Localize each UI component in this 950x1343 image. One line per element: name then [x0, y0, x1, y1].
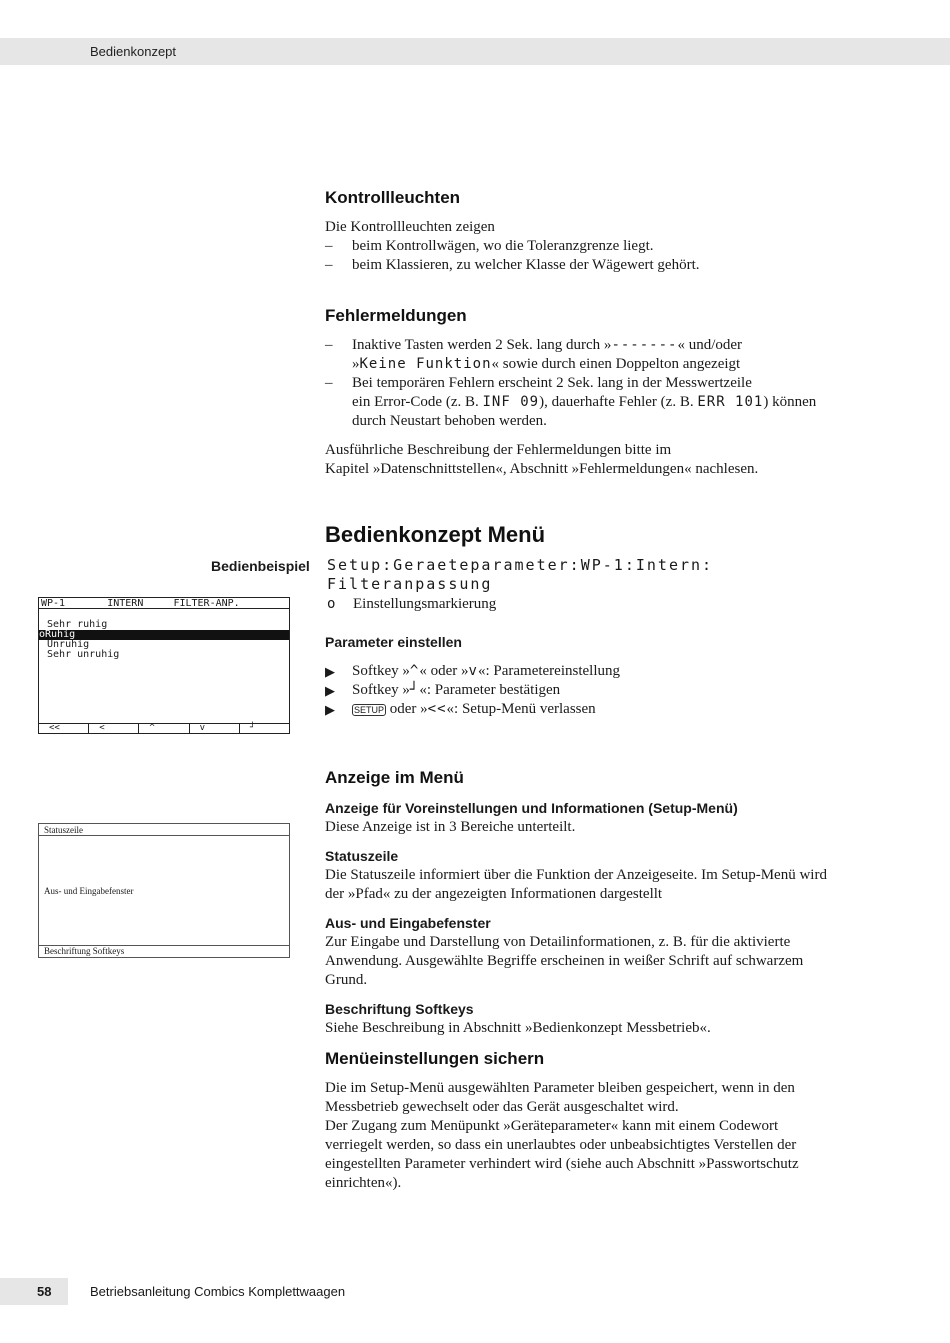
- header-section: Bedienkonzept: [90, 44, 177, 59]
- sichern-l1: Die im Setup-Menü ausgewählten Parameter bleiben gespeichert, wenn in den: [325, 1080, 795, 1096]
- fehler-note-2: Kapitel »Datenschnittstellen«, Abschnitt »Fehlermeldungen« nachlesen.: [325, 461, 759, 477]
- sichern-l5: eingestellten Parameter verhindert wird (siehe auch Abschnitt »Passwortschutz: [325, 1156, 799, 1172]
- lcd-row-selected: oRuhig: [39, 630, 289, 640]
- menu-title: Bedienkonzept Menü: [325, 522, 546, 547]
- diagram-label-window: Aus- und Eingabefenster: [44, 886, 134, 896]
- softkey-up: ^: [139, 724, 189, 733]
- anzeige-sub3-l2: Anwendung. Ausgewählte Begriffe erscheinen in weißer Schrift auf schwarzem: [325, 953, 804, 969]
- lcd-status-line: WP-1 INTERN FILTER-ANP.: [41, 598, 240, 609]
- diagram-label-status: Statuszeile: [44, 825, 83, 835]
- anzeige-sub1-text: Diese Anzeige ist in 3 Bereiche unterteilt.: [325, 819, 576, 835]
- lcd-row: Unruhig: [41, 639, 90, 650]
- softkey-back: <: [89, 724, 139, 733]
- lcd-softkeys: [39, 723, 289, 733]
- sichern-l4: verriegelt werden, so dass ein unerlaubtes oder unbeabsichtigtes Verstellen der: [325, 1137, 797, 1153]
- anzeige-sub2-l1: Die Statuszeile informiert über die Funktion der Anzeigeseite. Im Setup-Menü wird: [325, 867, 827, 883]
- side-label-bedienbeispiel: Bedienbeispiel: [211, 558, 310, 574]
- footer-title: Betriebsanleitung Combics Komplettwaagen: [90, 1284, 346, 1299]
- page-number: 58: [37, 1284, 52, 1299]
- sichern-title: Menüeinstellungen sichern: [325, 1049, 545, 1068]
- kontroll-intro: Die Kontrollleuchten zeigen: [325, 219, 495, 235]
- anzeige-title: Anzeige im Menü: [325, 768, 464, 787]
- lcd-row: Sehr unruhig: [41, 649, 120, 660]
- anzeige-sub2: Statuszeile: [325, 848, 399, 864]
- anzeige-sub4-text: Siehe Beschreibung in Abschnitt »Bedienkonzept Messbetrieb«.: [325, 1020, 711, 1036]
- kontroll-title: Kontrollleuchten: [325, 188, 461, 207]
- softkey-back-all: <<: [39, 724, 89, 733]
- diagram-label-softkeys: Beschriftung Softkeys: [44, 946, 125, 956]
- triangle-right-icon: ▶: [325, 664, 335, 679]
- sichern-l2: Messbetrieb gewechselt oder das Gerät ausgeschaltet wird.: [325, 1099, 679, 1115]
- param-title: Parameter einstellen: [325, 634, 462, 650]
- menu-path-2: Filteranpassung: [327, 575, 493, 593]
- sichern-l3: Der Zugang zum Menüpunkt »Geräteparameter« kann mit einem Codewort: [325, 1118, 779, 1134]
- sichern-l6: einrichten«).: [325, 1175, 402, 1191]
- menu-path-1: Setup:Geraeteparameter:WP-1:Intern:: [327, 556, 714, 574]
- anzeige-sub2-l2: der »Pfad« zu der angezeigten Informationen dargestellt: [325, 886, 663, 902]
- anzeige-sub3-l1: Zur Eingabe und Darstellung von Detailinformationen, z. B. für die aktivierte: [325, 934, 791, 950]
- softkey-enter: ┘: [249, 723, 256, 733]
- anzeige-sub1: Anzeige für Voreinstellungen und Informationen (Setup-Menü): [325, 800, 738, 816]
- marker-line: o Einstellungsmarkierung: [327, 596, 497, 612]
- footer-page-box: [0, 1278, 68, 1305]
- display-layout-diagram: [38, 823, 290, 958]
- fehler-title: Fehlermeldungen: [325, 306, 467, 325]
- anzeige-sub3: Aus- und Eingabefenster: [325, 915, 491, 931]
- triangle-right-icon: ▶: [325, 702, 335, 717]
- setup-key-icon: SETUP: [354, 705, 385, 715]
- triangle-right-icon: ▶: [325, 683, 335, 698]
- lcd-display-example: [38, 597, 290, 734]
- anzeige-sub4: Beschriftung Softkeys: [325, 1001, 474, 1017]
- lcd-row: Sehr ruhig: [41, 619, 108, 630]
- softkey-down: v: [190, 724, 240, 733]
- anzeige-sub3-l3: Grund.: [325, 972, 368, 988]
- fehler-note-1: Ausführliche Beschreibung der Fehlermeldungen bitte im: [325, 442, 672, 458]
